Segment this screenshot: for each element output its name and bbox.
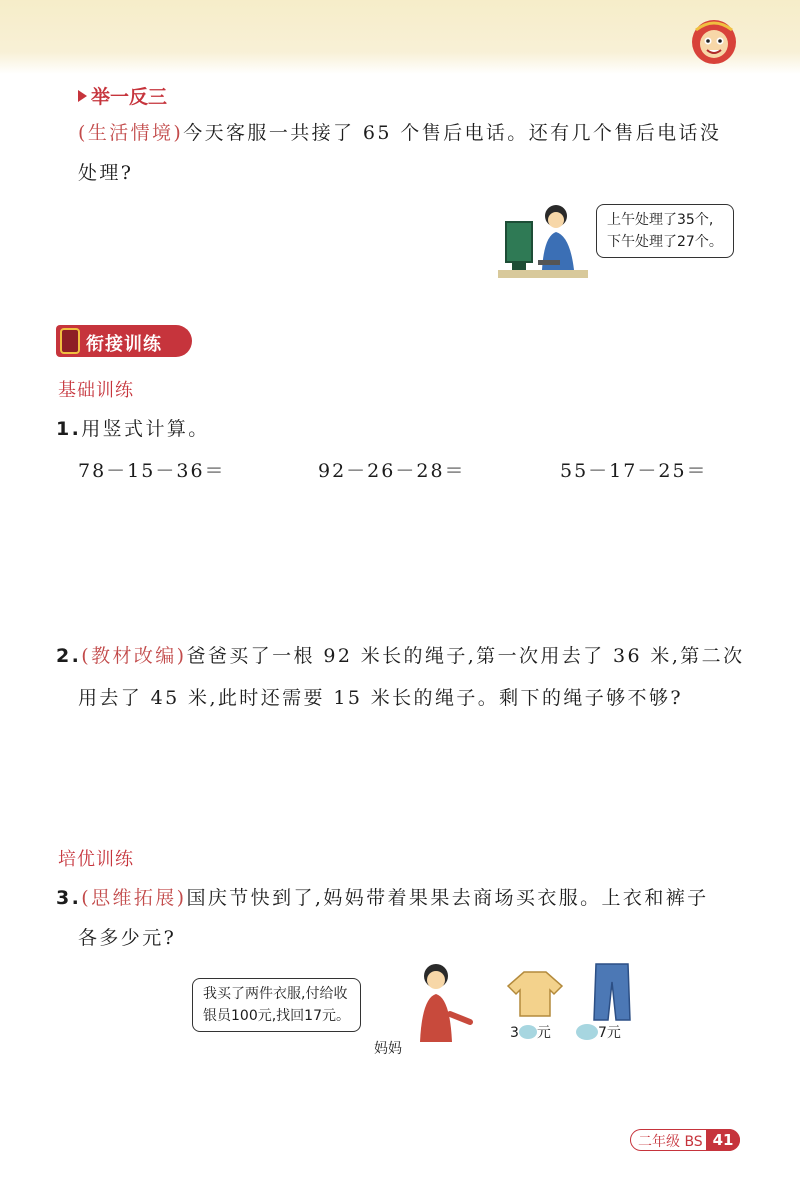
header-band	[0, 0, 800, 74]
page-number: 41	[706, 1129, 740, 1151]
advanced-training-title: 培优训练	[58, 849, 134, 870]
question-1: 1.用竖式计算。	[56, 418, 210, 440]
monkey-mascot-icon	[688, 14, 740, 66]
question-2-number: 2.	[56, 645, 82, 667]
example-line-1: (生活情境)今天客服一共接了 65 个售后电话。还有几个售后电话没	[78, 122, 722, 144]
example-tag: (生活情境)	[78, 122, 184, 144]
footer-grade: 二年级 BS	[638, 1134, 703, 1150]
play-marker-icon	[78, 90, 87, 102]
example-speech-bubble: 上午处理了35个, 下午处理了27个。	[596, 204, 734, 258]
question-3-tag: (思维拓展)	[81, 887, 187, 909]
example-title: 举一反三	[78, 82, 167, 109]
mom-caption: 妈妈	[374, 1041, 402, 1057]
question-3-line-1: 3.(思维拓展)国庆节快到了,妈妈带着果果去商场买衣服。上衣和裤子	[56, 887, 709, 909]
expression-2: 92－26－28＝	[318, 460, 466, 482]
expression-1: 78－15－36＝	[78, 460, 226, 482]
sweater-price: 3 元	[510, 1025, 551, 1041]
ink-blot-icon	[519, 1025, 537, 1039]
ink-blot-icon	[576, 1024, 598, 1040]
question-2-tag: (教材改编)	[81, 645, 187, 667]
mom-speech-bubble: 我买了两件衣服,付给收 银员100元,找回17元。	[192, 978, 361, 1032]
mom-illustration	[408, 962, 474, 1044]
question-3-line-2: 各多少元?	[78, 927, 177, 949]
example-line-2: 处理?	[78, 162, 134, 184]
drum-icon	[60, 328, 80, 354]
customer-service-illustration	[498, 200, 588, 280]
pants-icon	[590, 962, 634, 1022]
pants-price: 7元	[576, 1022, 621, 1042]
basic-training-title: 基础训练	[58, 380, 134, 401]
sweater-icon	[506, 968, 564, 1018]
question-2-line-1: 2.(教材改编)爸爸买了一根 92 米长的绳子,第一次用去了 36 米,第二次	[56, 645, 745, 667]
question-3-number: 3.	[56, 887, 82, 909]
expression-3: 55－17－25＝	[560, 460, 708, 482]
banner-label: 衔接训练	[86, 334, 162, 355]
question-2-line-2: 用去了 45 米,此时还需要 15 米长的绳子。剩下的绳子够不够?	[78, 687, 683, 709]
question-1-number: 1.	[56, 418, 82, 440]
